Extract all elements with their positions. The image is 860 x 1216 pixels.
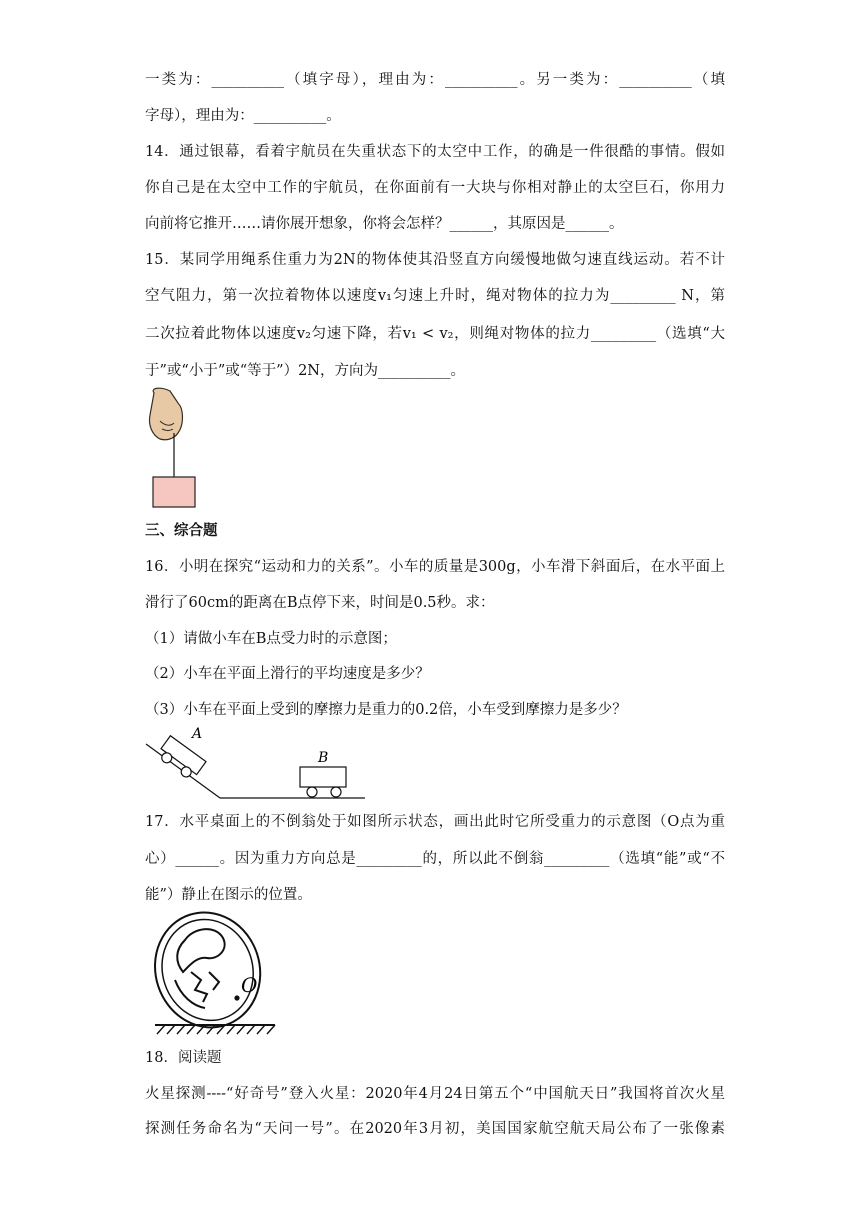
block — [153, 477, 195, 507]
q15-line-2: 空气阻力，第一次拉着物体以速度v₁匀速上升时，绳对物体的拉力为_________ N，第 — [145, 288, 725, 304]
q16-line-2: 滑行了60cm的距离在B点停下来，时间是0.5秒。求： — [145, 595, 495, 611]
q16-line-3: （1）请做小车在B点受力时的示意图； — [145, 631, 397, 647]
q15-line-1: 15．某同学用绳系住重力为2N的物体使其沿竖直方向缓慢地做匀速直线运动。若不计 — [145, 252, 725, 268]
q17-line-1: 17．水平桌面上的不倒翁处于如图所示状态，画出此时它所受重力的示意图（O点为重 — [145, 814, 725, 830]
cart-b — [300, 767, 346, 797]
q18-line-3: 探测任务命名为“天问一号”。在2020年3月初，美国国家航空航天局公布了一张像素 — [145, 1121, 725, 1137]
q17-line-2: 心）______。因为重力方向总是_________的，所以此不倒翁_________（选填“能”或“不 — [145, 851, 725, 867]
hand-rope-block-figure — [140, 385, 210, 515]
center-label: O — [241, 973, 258, 997]
hand-icon — [149, 388, 182, 440]
cart-b-label: B — [318, 750, 329, 766]
q16-line-5: （3）小车在平面上受到的摩擦力是重力的0.2倍，小车受到摩擦力是多少？ — [145, 702, 627, 718]
q14-line-3: 向前将它推开……请你展开想象，你将会怎样？______，其原因是______。 — [145, 216, 624, 232]
section-title-comprehensive: 三、综合题 — [145, 522, 218, 539]
tumbler-figure — [145, 910, 280, 1040]
incline-cart-figure — [140, 722, 370, 802]
center-of-gravity-dot — [234, 995, 239, 1000]
cart-a-label: A — [192, 726, 203, 742]
q16-line-4: （2）小车在平面上滑行的平均速度是多少？ — [145, 666, 430, 682]
q18-line-2: 火星探测----“好奇号”登入火星：2020年4月24日第五个“中国航天日”我国将首次火星 — [145, 1086, 725, 1102]
q17-line-3: 能”）静止在图示的位置。 — [145, 887, 312, 903]
q14-line-2: 你自己是在太空中工作的宇航员，在你面前有一大块与你相对静止的太空巨石，你用力 — [145, 180, 725, 196]
cart-a — [156, 736, 206, 782]
q16-line-1: 16．小明在探究“运动和力的关系”。小车的质量是300g，小车滑下斜面后，在水平面上 — [145, 559, 725, 575]
q15-line-3: 二次拉着此物体以速度v₂匀速下降，若v₁ < v₂，则绳对物体的拉力_________（选填“大 — [145, 326, 725, 342]
q15-line-4: 于”或“小于”或“等于”）2N，方向为__________。 — [145, 363, 465, 379]
q14-line-1: 14．通过银幕，看着宇航员在失重状态下的太空中工作，的确是一件很酷的事情。假如 — [145, 144, 725, 160]
q13-continuation-line-1: 一类为：__________（填字母），理由为：__________。另一类为：__________（填 — [145, 72, 725, 88]
q13-continuation-line-2: 字母），理由为：__________。 — [145, 108, 341, 124]
q18-line-1: 18．阅读题 — [145, 1050, 222, 1066]
